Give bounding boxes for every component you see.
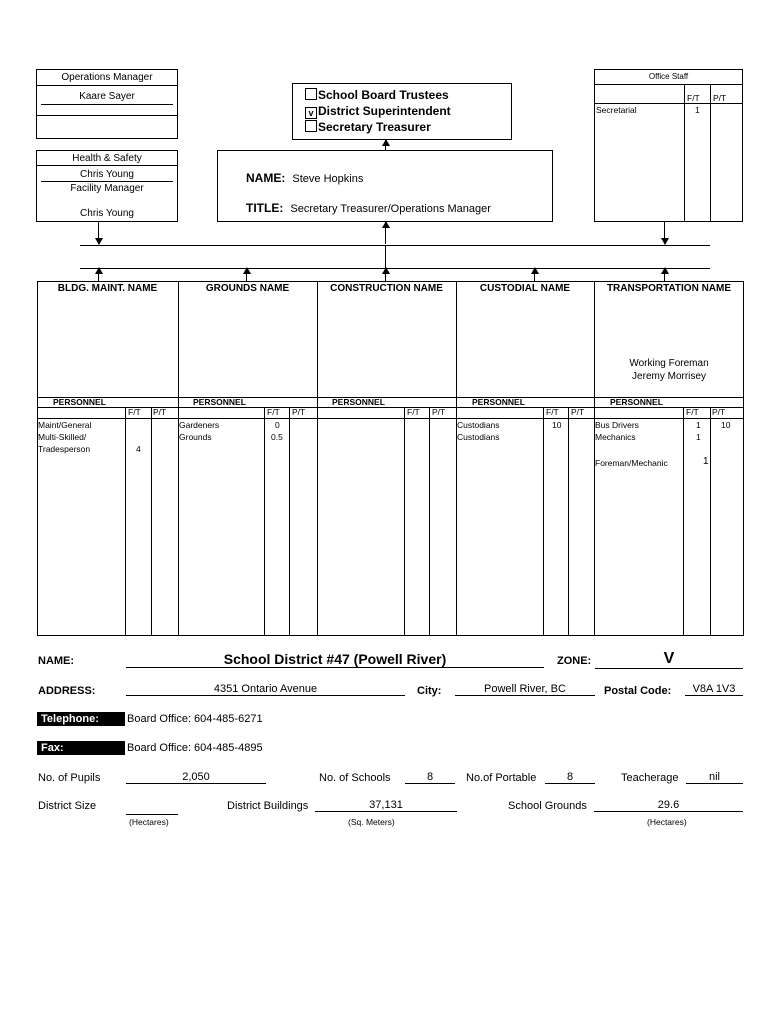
office-staff-row-ft: 1 <box>695 105 700 115</box>
grid-line <box>429 407 430 636</box>
connector-arrow-up <box>664 268 665 281</box>
ft-header: F/T <box>128 407 141 417</box>
ft-header: F/T <box>686 407 699 417</box>
grid-line <box>456 418 594 419</box>
personnel-label: PERSONNEL <box>472 397 525 407</box>
horizontal-connector <box>80 245 710 246</box>
connector-arrow-down <box>98 222 99 244</box>
district-name-label: NAME: <box>38 655 75 667</box>
city-label: City: <box>417 685 442 697</box>
horizontal-connector <box>80 268 710 269</box>
grid-line <box>178 418 317 419</box>
reports-to-trustees <box>305 88 449 102</box>
personnel-row: Mechanics <box>595 432 636 442</box>
ops-manager-box <box>36 69 178 139</box>
reports-to-label: School Board Trustees <box>318 88 449 102</box>
checkbox[interactable] <box>305 120 317 132</box>
address-label: ADDRESS: <box>38 685 96 697</box>
main-title-label: TITLE: <box>246 201 284 215</box>
office-staff-pt-header: P/T <box>713 93 727 103</box>
buildings-label: District Buildings <box>227 800 309 812</box>
checkbox[interactable] <box>305 88 317 100</box>
size-value <box>126 800 178 815</box>
health-safety-box <box>36 150 178 222</box>
department-header: BLDG. MAINT. NAME <box>57 283 158 294</box>
checkbox[interactable]: v <box>305 107 317 119</box>
grounds-value: 29.6 <box>594 799 743 812</box>
health-safety-title: Health & Safety <box>72 153 142 164</box>
grounds-label: School Grounds <box>508 800 587 812</box>
grounds-unit: (Hectares) <box>647 817 687 827</box>
teacherage-label: Teacherage <box>621 772 679 784</box>
reports-to-superintendent <box>305 104 451 119</box>
personnel-row-ft: 4 <box>136 444 141 454</box>
department-grounds <box>178 281 317 636</box>
district-name: School District #47 (Powell River) <box>126 651 544 668</box>
personnel-row: Multi-Skilled/ <box>38 432 87 442</box>
department-construction <box>317 281 456 636</box>
personnel-row: Foreman/Mechanic <box>595 458 668 468</box>
pt-header: P/T <box>432 407 446 417</box>
city-value: Powell River, BC <box>455 683 595 696</box>
office-staff-col-line <box>710 84 711 222</box>
teacherage-value: nil <box>686 771 743 784</box>
office-staff-ft-header: F/T <box>687 93 700 103</box>
main-name-label: NAME: <box>246 171 286 185</box>
department-custodial <box>456 281 594 636</box>
personnel-row-ft: 1 <box>696 432 701 442</box>
connector-arrow-up <box>534 268 535 281</box>
facility-manager-name: Chris Young <box>80 208 134 219</box>
department-header: TRANSPORTATION NAME <box>606 283 732 294</box>
personnel-row: Custodians <box>457 420 500 430</box>
department-transportation <box>594 281 744 636</box>
facility-manager-title: Facility Manager <box>70 183 144 194</box>
personnel-row: Gardeners <box>179 420 220 430</box>
connector-arrow-up <box>385 222 386 244</box>
zone-value: V <box>595 650 743 669</box>
department-header: CONSTRUCTION NAME <box>330 283 443 294</box>
grid-line <box>568 407 569 636</box>
grid-line <box>710 407 711 636</box>
zone-label: ZONE: <box>557 655 592 667</box>
grid-line <box>683 407 684 636</box>
personnel-row-ft: 0 <box>275 420 280 430</box>
main-title-row <box>246 201 491 215</box>
postal-value: V8A 1V3 <box>685 683 743 696</box>
office-staff-col-line <box>684 84 685 222</box>
main-name-box <box>217 150 553 222</box>
schools-value: 8 <box>405 771 455 784</box>
telephone-value: Board Office: 604-485-6271 <box>127 713 263 725</box>
reports-to-treasurer <box>305 120 431 134</box>
telephone-label: Telephone: <box>37 712 125 726</box>
ft-header: F/T <box>546 407 559 417</box>
connector-arrow-down <box>664 222 665 244</box>
ops-manager-name-underline <box>41 104 173 105</box>
health-safety-name-underline <box>41 181 173 182</box>
health-safety-name: Chris Young <box>80 169 134 180</box>
ops-manager-divider2 <box>37 115 177 116</box>
grid-line <box>543 407 544 636</box>
grid-line <box>289 407 290 636</box>
ft-header: F/T <box>407 407 420 417</box>
personnel-row-ft: 10 <box>552 420 562 430</box>
grid-line <box>264 407 265 636</box>
pt-header: P/T <box>153 407 167 417</box>
office-staff-divider <box>595 84 742 85</box>
portable-label: No.of Portable <box>466 772 537 784</box>
office-staff-header-line <box>595 103 742 104</box>
main-name-row <box>246 171 363 185</box>
department-header: GROUNDS NAME <box>205 283 290 294</box>
reports-to-box <box>292 83 512 140</box>
postal-label: Postal Code: <box>604 685 672 697</box>
grid-line <box>151 407 152 636</box>
size-label: District Size <box>38 800 97 812</box>
personnel-row: Grounds <box>179 432 212 442</box>
personnel-label: PERSONNEL <box>610 397 663 407</box>
reports-to-label: District Superintendent <box>318 104 451 118</box>
connector-arrow-up <box>98 268 99 281</box>
office-staff-title: Office Staff <box>648 72 689 81</box>
personnel-row: Maint/General <box>38 420 92 430</box>
fax-value: Board Office: 604-485-4895 <box>127 742 263 754</box>
personnel-row-ft: 0.5 <box>271 432 283 442</box>
pupils-value: 2,050 <box>126 771 266 784</box>
personnel-row-pt: 10 <box>721 420 731 430</box>
personnel-row: Bus Drivers <box>595 420 639 430</box>
personnel-row: Custodians <box>457 432 500 442</box>
personnel-label: PERSONNEL <box>332 397 385 407</box>
fax-label: Fax: <box>37 741 125 755</box>
personnel-row-ft: 1 <box>703 456 709 467</box>
personnel-row: Tradesperson <box>38 444 91 454</box>
office-staff-box <box>594 69 743 222</box>
pt-header: P/T <box>712 407 726 417</box>
grid-line <box>37 418 178 419</box>
size-unit: (Hectares) <box>129 817 169 827</box>
reports-to-label: Secretary Treasurer <box>318 120 431 134</box>
schools-label: No. of Schools <box>319 772 391 784</box>
connector-vertical <box>385 245 386 268</box>
grid-line <box>404 407 405 636</box>
ops-manager-name: Kaare Sayer <box>79 91 135 102</box>
ft-header: F/T <box>267 407 280 417</box>
grid-line <box>594 418 744 419</box>
connector-arrow-up <box>385 268 386 281</box>
buildings-unit: (Sq. Meters) <box>348 817 395 827</box>
personnel-label: PERSONNEL <box>193 397 246 407</box>
connector-arrow-up <box>385 140 386 150</box>
pupils-label: No. of Pupils <box>38 772 101 784</box>
connector-arrow-up <box>246 268 247 281</box>
personnel-row-ft: 1 <box>696 420 701 430</box>
portable-value: 8 <box>545 771 595 784</box>
health-safety-divider <box>37 165 177 166</box>
ops-manager-divider <box>37 85 177 86</box>
office-staff-row-label: Secretarial <box>596 105 637 115</box>
grid-line <box>125 407 126 636</box>
main-name-value: Steve Hopkins <box>292 173 364 185</box>
department-bldg-maint <box>37 281 178 636</box>
buildings-value: 37,131 <box>315 799 457 812</box>
foreman-name: Jeremy Morrisey <box>632 371 706 382</box>
main-title-value: Secretary Treasurer/Operations Manager <box>290 203 491 215</box>
pt-header: P/T <box>292 407 306 417</box>
ops-manager-title: Operations Manager <box>61 72 153 83</box>
grid-line <box>317 418 456 419</box>
foreman-title: Working Foreman <box>629 358 709 369</box>
pt-header: P/T <box>571 407 585 417</box>
department-header: CUSTODIAL NAME <box>479 283 571 294</box>
address-value: 4351 Ontario Avenue <box>126 683 405 696</box>
personnel-label: PERSONNEL <box>53 397 106 407</box>
